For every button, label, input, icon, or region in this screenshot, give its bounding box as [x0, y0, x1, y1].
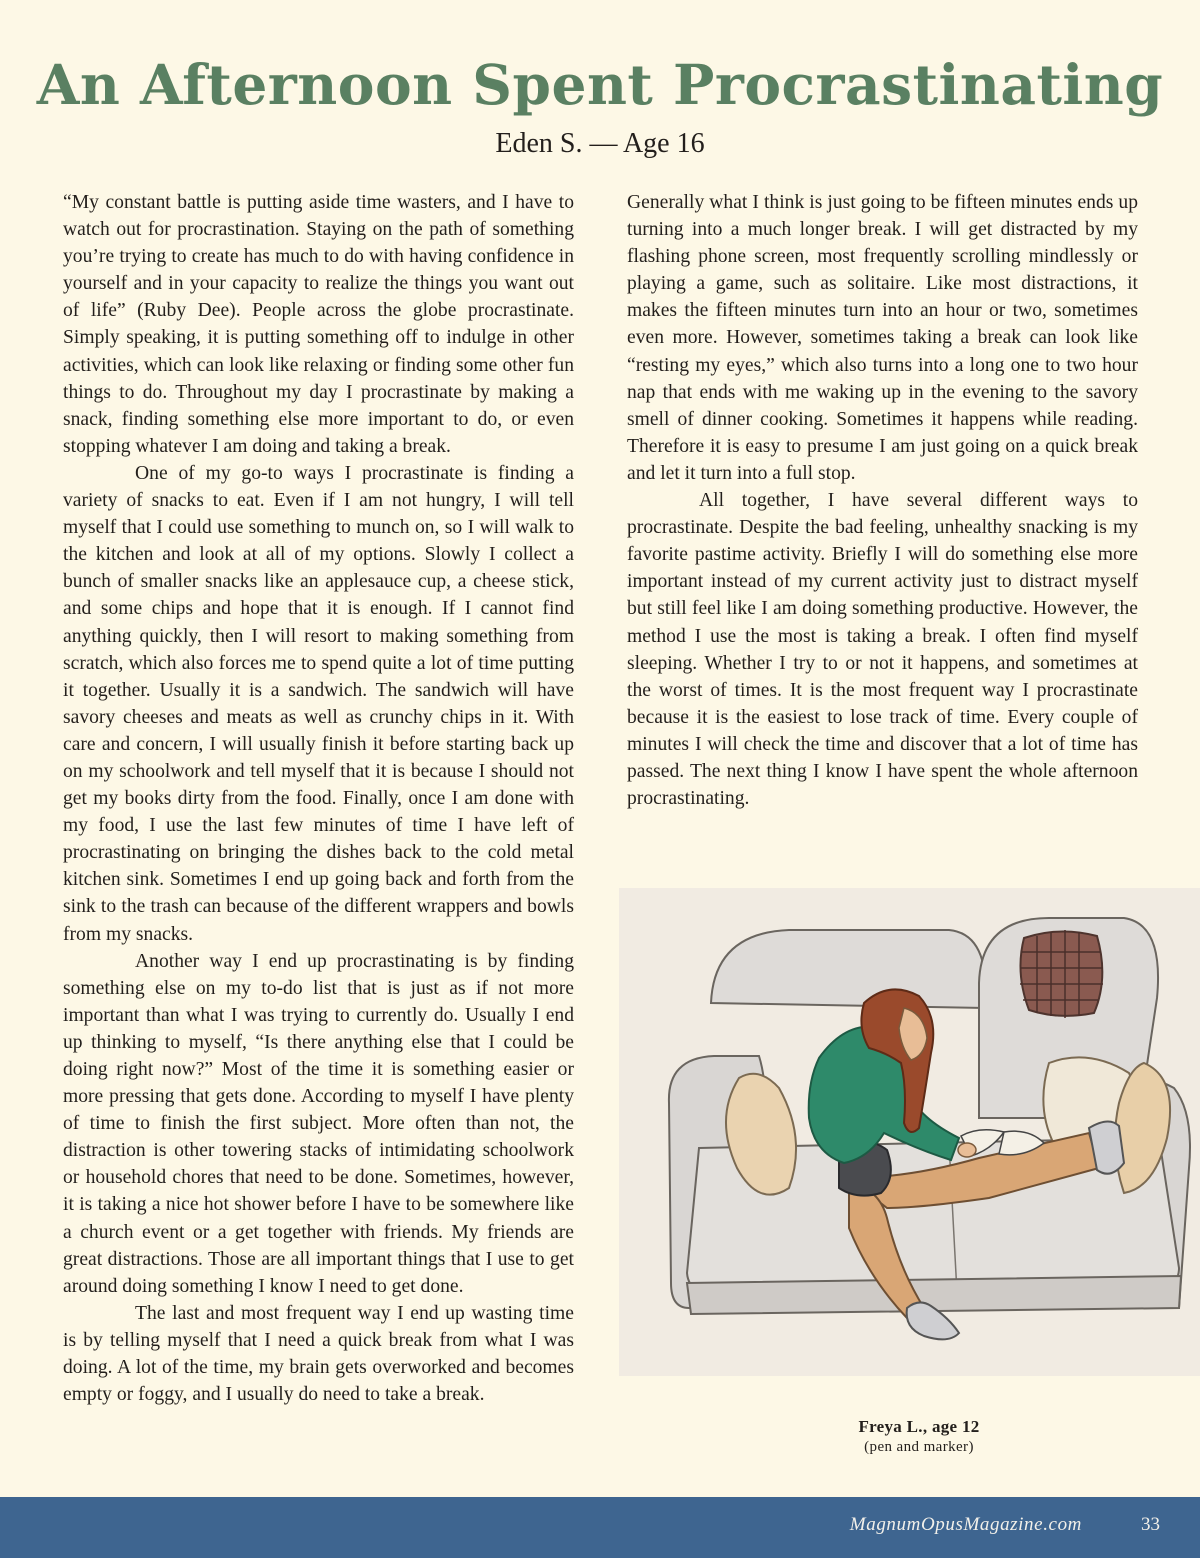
article-column-right — [627, 189, 1138, 812]
paragraph: “My constant battle is putting aside time wasters, and I have to watch out for procrastination. Staying on the path of something you’re trying to create has much to do with having confidence in yourself and in your capacity to realize the things you want out of life” (Ruby Dee). People across the globe procrastinate. Simply speaking, it is putting something off to indulge in other activities, which can look like relaxing or finding some other fun things to do. Throughout my day I procrastinate by making a snack, finding something else more important to do, or even stopping whatever I am doing and taking a break. — [63, 192, 574, 457]
artwork-medium: (pen and marker) — [864, 1439, 974, 1455]
artwork-illustration — [619, 888, 1200, 1376]
article-byline: Eden S. — Age 16 — [495, 128, 705, 159]
plaid-pillow-shape — [1020, 930, 1103, 1018]
paragraph: One of my go-to ways I procrastinate is finding a variety of snacks to eat. Even if I am not hungry, I will tell myself that I could use something to munch on, so I will walk to the kitchen and look at all of my options. Slowly I collect a bunch of smaller snacks like an applesauce cup, a cheese stick, and some chips and hope that it is enough. If I cannot find anything quickly, then I will resort to making something from scratch, which also forces me to spend quite a lot of time putting it together. Usually it is a sandwich. The sandwich will have savory cheeses and meats as well as crunchy chips in it. With care and concern, I will usually finish it before starting back up on my schoolwork and tell myself that it is because I should not get my books dirty from the food. Finally, once I am done with my food, I use the last few minutes of time I have left of procrastinating on bringing the dishes back to the cold metal kitchen sink. Sometimes I end up going back and forth from the sink to the trash can because of the different wrappers and bowls from my snacks. — [63, 462, 574, 945]
paragraph: Another way I end up procrastinating is by finding something else on my to-do list that is just as if not more important than what I was trying to currently do. Usually I end up thinking to myself, “Is there anything else that I could be doing right now?” Most of the time it is something easier or more pressing that gets done. According to myself I have plenty of time to finish the first subject. More often than not, the distraction is other towering stacks of intimidating schoolwork or household chores that need to be done. Sometimes, however, it is taking a nice hot shower before I have to be somewhere like a church event or a get together with friends. My friends are great distractions. Those are all important things that I use to get around doing something I know I need to get done. — [63, 950, 574, 1297]
article-column-left — [63, 189, 574, 1408]
magazine-website: MagnumOpusMagazine.com — [849, 1514, 1082, 1535]
artist-credit: Freya L., age 12 — [858, 1417, 980, 1436]
paragraph: All together, I have several different ways to procrastinate. Despite the bad feeling, unhealthy snacking is my favorite pastime activity. Briefly I will do something else more important instead of my current activity just to distract myself but still feel like I am doing something productive. However, the method I use the most is taking a break. I often find myself sleeping. Whether I try to or not it happens, and sometimes at the worst of times. It is the most frequent way I procrastinate because it is the easiest to lose track of time. Every couple of minutes I will check the time and discover that a lot of time has passed. The next thing I know I have spent the whole afternoon procrastinating. — [627, 490, 1138, 810]
girl-reading-on-couch-drawing — [619, 888, 1200, 1376]
page-number: 33 — [1141, 1514, 1160, 1535]
page-footer — [0, 1497, 1200, 1558]
paragraph: Generally what I think is just going to be fifteen minutes ends up turning into a much longer break. I will get distracted by my flashing phone screen, most frequently scrolling mindlessly or playing a game, such as solitaire. Like most distractions, it makes the fifteen minutes turn into an hour or two, sometimes even more. However, sometimes taking a break can look like “resting my eyes,” which also turns into a long one to two hour nap that ends with me waking up in the evening to the savory smell of dinner cooking. Sometimes it happens while reading. Therefore it is easy to presume I am just going on a quick break and let it turn into a full stop. — [627, 192, 1138, 484]
artwork-caption — [619, 1417, 1200, 1456]
article-title: An Afternoon Spent Procrastinating — [36, 52, 1164, 117]
paragraph: The last and most frequent way I end up wasting time is by telling myself that I need a quick break from what I was doing. A lot of the time, my brain gets overworked and becomes empty or foggy, and I usually do need to take a break. — [63, 1302, 574, 1406]
